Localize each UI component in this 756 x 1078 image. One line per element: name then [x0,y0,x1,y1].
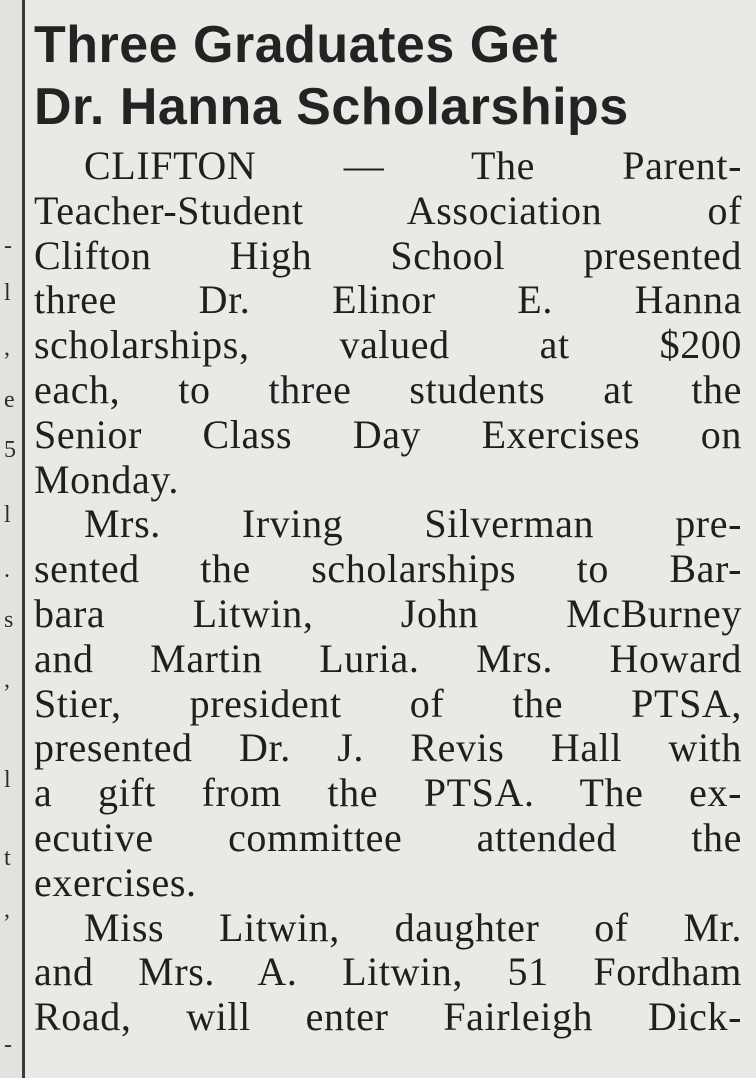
body-line: three Dr. Elinor E. Hanna [34,278,742,323]
body-line: Senior Class Day Exercises on [34,412,742,457]
body-line: Monday. [34,457,179,502]
headline-line: Three Graduates Get [34,16,558,74]
body-line: sented the scholarships to Bar- [34,547,742,592]
paragraph [34,502,742,905]
column-rule [22,0,25,1078]
adjacent-column-fragment: l [4,502,11,528]
body-line: scholarships, valued at $200 [34,323,742,368]
body-line: a gift from the PTSA. The ex- [34,771,742,816]
adjacent-column-fragment: . [4,557,10,583]
adjacent-column-fragment: l [4,280,11,306]
body-line: each, to three students at the [34,367,742,412]
body-line: Teacher-Student Association of [34,188,742,233]
adjacent-column-strip [0,0,22,1078]
body-line: Stier, president of the PTSA, [34,681,742,726]
body-line: CLIFTON — The Parent- [84,144,742,188]
adjacent-column-fragment: l [4,767,11,793]
paragraph [34,144,742,502]
body-line: ecutive committee attended the [34,815,742,860]
body-line: and Martin Luria. Mrs. Howard [34,636,742,681]
body-line: Miss Litwin, daughter of Mr. [84,905,742,950]
article [34,14,742,1040]
paragraph [34,906,742,1040]
adjacent-column-fragment: , [4,667,10,693]
body-line: Road, will enter Fairleigh Dick- [34,995,742,1040]
adjacent-column-fragment: e [4,387,15,413]
body-line: exercises. [34,860,197,905]
body-line: presented Dr. J. Revis Hall with [34,726,742,771]
body-line: bara Litwin, John McBurney [34,591,742,636]
adjacent-column-fragment: - [4,1032,12,1058]
body-line: Mrs. Irving Silverman pre- [84,502,742,547]
body-line: Clifton High School presented [34,233,742,278]
adjacent-column-fragment: s [4,607,14,633]
adjacent-column-fragment: t [4,845,11,871]
adjacent-column-fragment: , [4,897,10,923]
headline [34,14,742,138]
adjacent-column-fragment: - [4,233,12,259]
headline-line: Dr. Hanna Scholarships [34,78,629,136]
adjacent-column-fragment: , [4,335,10,361]
adjacent-column-fragment: 5 [4,437,16,463]
body-line: and Mrs. A. Litwin, 51 Fordham [34,950,742,995]
article-body [34,144,742,1040]
